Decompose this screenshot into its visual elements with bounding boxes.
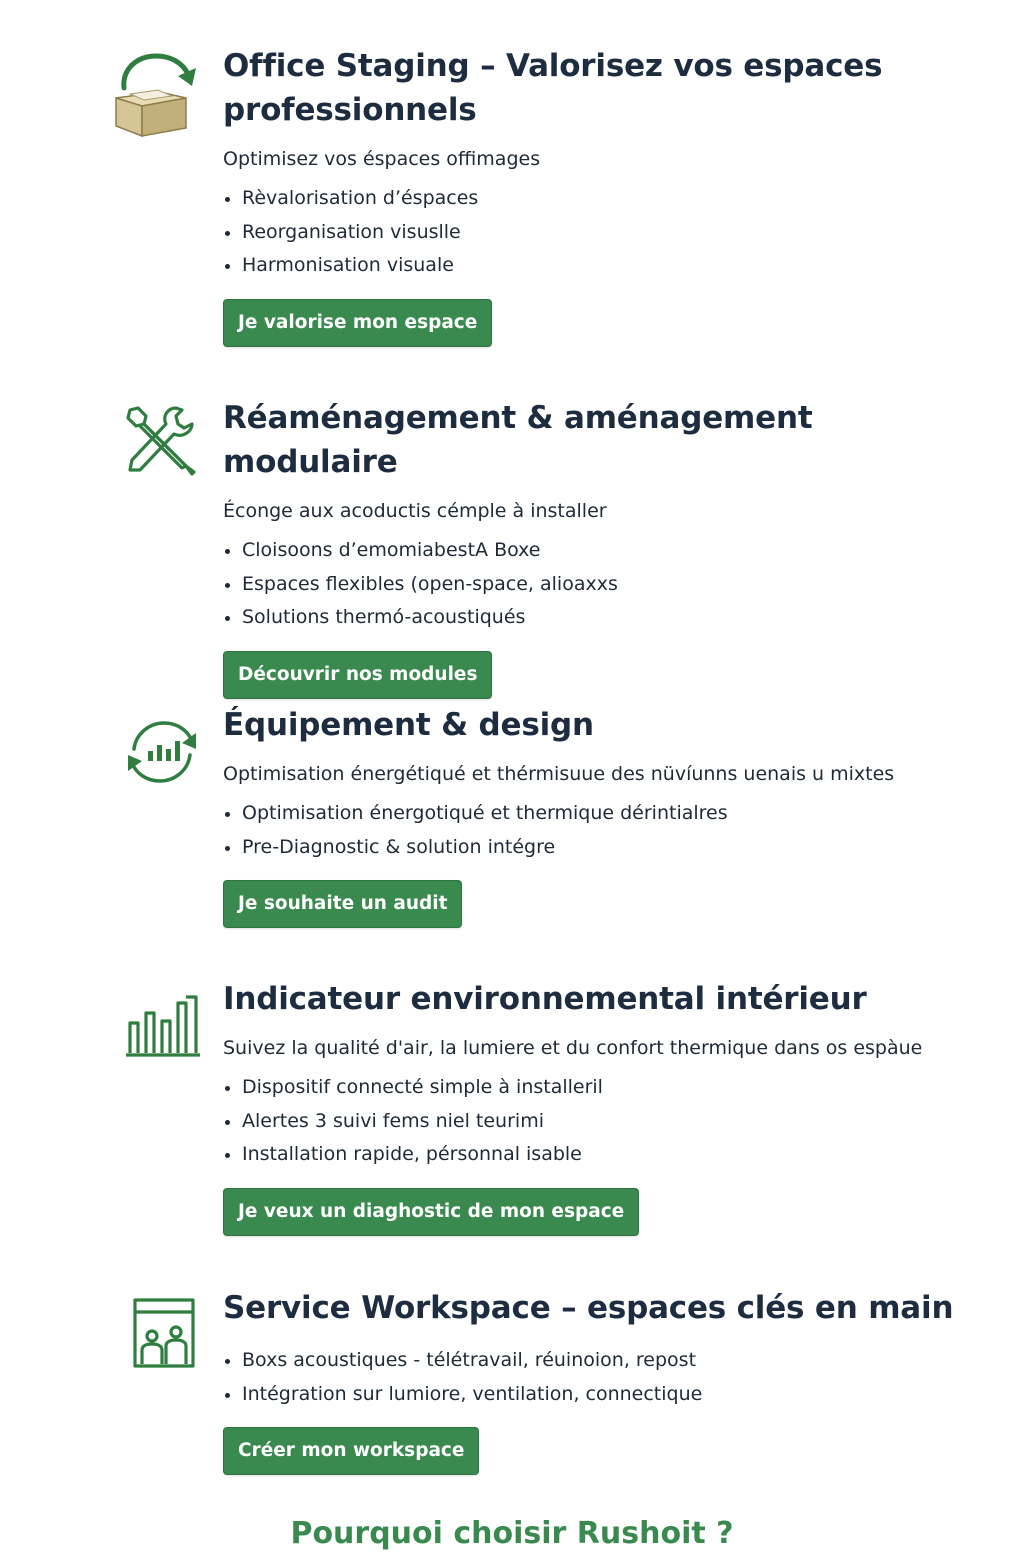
feature-list <box>223 1071 983 1172</box>
valorise-espace-button[interactable]: Je valorise mon espace <box>223 299 492 347</box>
energy-cycle-icon <box>124 719 200 785</box>
list-item: Installation rapide, pérsonnal isable <box>223 1138 983 1172</box>
souhaite-audit-button[interactable]: Je souhaite un audit <box>223 880 462 928</box>
section-subtitle: Optimisation énergétiqué et thérmisuue des nüvíunns uenais u mixtes <box>223 763 895 785</box>
list-item: Cloisoons d’emomiabestA Boxe <box>223 534 983 568</box>
bar-chart-icon <box>124 991 202 1059</box>
section-content <box>223 396 983 699</box>
section-content <box>223 977 983 1236</box>
section-title: Indicateur environnemental intérieur <box>223 981 867 1017</box>
box-recycle-icon <box>112 50 204 142</box>
section-content <box>223 1286 983 1475</box>
list-item: Pre-Diagnostic & solution intégre <box>223 831 983 865</box>
creer-workspace-button[interactable]: Créer mon workspace <box>223 1427 479 1475</box>
feature-list <box>223 797 983 864</box>
list-item: Rèvalorisation d’éspaces <box>223 182 983 216</box>
workspace-people-icon <box>132 1296 196 1370</box>
why-choose-heading: Pourquoi choisir Rushoit ? <box>290 1516 734 1551</box>
list-item: Solutions thermó-acoustiqués <box>223 601 983 635</box>
feature-list <box>223 1344 983 1411</box>
list-item: Dispositif connecté simple à installeril <box>223 1071 983 1105</box>
list-item: Reorganisation visuslle <box>223 216 983 250</box>
list-item: Espaces flexibles (open-space, alioaxxs <box>223 568 983 602</box>
section-title: Office Staging – Valorisez vos espaces professionnels <box>223 48 883 128</box>
decouvrir-modules-button[interactable]: Découvrir nos modules <box>223 651 492 699</box>
section-content <box>223 703 983 928</box>
list-item: Optimisation énergotiqué et thermique dérintialres <box>223 797 983 831</box>
section-title: Service Workspace – espaces clés en main <box>223 1290 954 1326</box>
diagnostic-espace-button[interactable]: Je veux un diaghostic de mon espace <box>223 1188 639 1236</box>
list-item: Alertes 3 suivi fems niel teurimi <box>223 1105 983 1139</box>
section-content <box>223 44 983 347</box>
section-title: Équipement & design <box>223 707 594 743</box>
feature-list <box>223 182 983 283</box>
list-item: Intégration sur lumiore, ventilation, connectique <box>223 1378 983 1412</box>
list-item: Harmonisation visuale <box>223 249 983 283</box>
feature-list <box>223 534 983 635</box>
section-subtitle: Optimisez vos éspaces offimages <box>223 148 541 170</box>
list-item: Boxs acoustiques - télétravail, réuinoion, repost <box>223 1344 983 1378</box>
section-subtitle: Suivez la qualité d'air, la lumiere et du confort thermique dans os espàue <box>223 1037 923 1059</box>
wrench-screwdriver-icon <box>124 404 198 478</box>
section-subtitle: Éconge aux acoductis cémple à installer <box>223 500 607 522</box>
section-title: Réaménagement & aménagement modulaire <box>223 400 813 480</box>
